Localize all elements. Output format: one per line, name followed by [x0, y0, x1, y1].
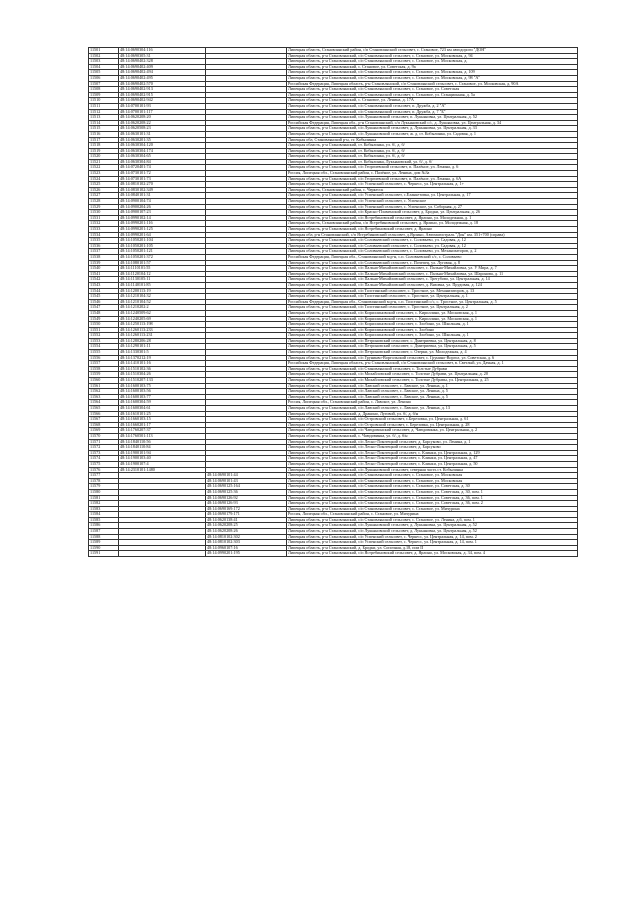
address-cell: Липецкая область, р-н Становлянский, с/п Ястребиновский сельсовет, д. Ярлино — [287, 227, 578, 233]
address-cell: Липецкая область, р-н Становлянский, с/п Становлянский сельсовет, с. Становое, ул. Московская, д. 98 "А" — [287, 75, 578, 81]
address-cell: Липецкая область, р-н Становлянский, с/п Становлянский сельсовет, с. Становое, ул. Московская, д. 109 — [287, 70, 578, 76]
building-cadastral-number-cell: 48:14:0630201:35 — [119, 137, 206, 143]
row-number-cell: 11529 — [89, 204, 119, 210]
building-cadastral-number-cell: 48:14:0690402:942 — [119, 98, 206, 104]
row-number-cell: 11564 — [89, 400, 119, 406]
row-number-cell: 11528 — [89, 199, 119, 205]
building-cadastral-number-cell: 48:14:0900104:74 — [119, 199, 206, 205]
row-number-cell: 11530 — [89, 210, 119, 216]
address-cell: Липецкая область, р-н Становлянский, с/п Становлянский сельсовет, с. Толстые Дубрави — [287, 366, 578, 372]
building-cadastral-number-cell: 48:14:1050201:105 — [119, 243, 206, 249]
building-cadastral-number-cell: 48:14:1240205:69 — [119, 316, 206, 322]
row-number-cell: 11565 — [89, 406, 119, 412]
premises-cadastral-number-cell: 48:14:0690126:92 — [206, 495, 287, 501]
building-cadastral-number-cell: 48:14:0690402:915 — [119, 92, 206, 98]
row-number-cell: 11516 — [89, 131, 119, 137]
row-number-cell: 11532 — [89, 221, 119, 227]
address-cell: Россия, Липецкая обл., Становлянский район, с. Становое, ул. Мичурина — [287, 512, 578, 518]
row-number-cell: 11580 — [89, 489, 119, 495]
building-cadastral-number-cell — [119, 551, 206, 557]
building-cadastral-number-cell: 48:14:1280206:28 — [119, 338, 206, 344]
address-cell: Липецкая область, р-н Становлянский, с/п Лукьяновский сельсовет, д. Лукьяновка, ул. Центральная, д. 52 — [287, 523, 578, 529]
premises-cadastral-number-cell: 48:14:0620208:25 — [206, 523, 287, 529]
building-cadastral-number-cell: 48:14:0690402:913 — [119, 87, 206, 93]
building-cadastral-number-cell: 48:14:0900204:26 — [119, 204, 206, 210]
row-number-cell: 11590 — [89, 545, 119, 551]
premises-cadastral-number-cell: 48:14:0690126:93 — [206, 501, 287, 507]
address-cell: Липецкая область, р-н Становлянский, с/п Соловьевский сельсовет, с. Соловьево, ул. Садовая, д. 12 — [287, 243, 578, 249]
building-cadastral-number-cell: 48:14:1240509:62 — [119, 310, 206, 316]
building-cadastral-number-cell: 48:14:0620208:20 — [119, 115, 206, 121]
building-cadastral-number-cell: 48:14:1410101:16 — [119, 361, 206, 367]
row-number-cell: 11585 — [89, 517, 119, 523]
building-cadastral-number-cell: 48:14:1250113:198 — [119, 322, 206, 328]
building-cadastral-number-cell: 48:14:0700101:93 — [119, 103, 206, 109]
premises-cadastral-number-cell: 48:14:0690125:36 — [206, 489, 287, 495]
address-cell: Липецкая обл, Становлянский р-н, ст. Кобылинка — [287, 137, 578, 143]
row-number-cell: 11575 — [89, 461, 119, 467]
building-cadastral-number-cell: 48:14:1510207:133 — [119, 378, 206, 384]
row-number-cell: 11517 — [89, 137, 119, 143]
building-cadastral-number-cell: 48:14:1290101:11 — [119, 344, 206, 350]
building-cadastral-number-cell: 48:14:1210104:32 — [119, 294, 206, 300]
row-number-cell: 11502 — [89, 53, 119, 59]
row-number-cell: 11547 — [89, 305, 119, 311]
table-row — [89, 551, 578, 557]
building-cadastral-number-cell: 48:14:1510304:26 — [119, 372, 206, 378]
row-number-cell: 11563 — [89, 394, 119, 400]
address-cell: Липецкая область, р-н Становлянский, с/п Успенский сельсовет, с. Успенское, ул. Соборная, д. 27 — [287, 204, 578, 210]
address-cell: Липецкая область, р-н Становлянский, ст. Кобылинка, ул. б/, д. б/ — [287, 148, 578, 154]
premises-cadastral-number-cell: 48:14:0620208:26 — [206, 529, 287, 535]
row-number-cell: 11566 — [89, 411, 119, 417]
address-cell: Липецкая область, р-н Становлянский, с/п Толстинский сельсовет, с. Тростное, ул. Центральная, д. 1 — [287, 294, 578, 300]
building-cadastral-number-cell: 48:14:1050201:121 — [119, 249, 206, 255]
building-cadastral-number-cell: 48:14:1610101:25 — [119, 411, 206, 417]
address-cell: Липецкая область, р-н Становлянский, с/п Грунинво-Воргольский сельсовет, с. Грунино-Воргол, ул. Советская, д. 6 — [287, 355, 578, 361]
address-cell: Липецкая область, р-н Становлянский, с/п Пальна-Михайловский сельсовет, с. Пальна-Михайловка, ул. У Мира, д. 7 — [287, 266, 578, 272]
address-cell: Россия, Липецкая обл., Становлянский район, с. Лавское, ул. Ленина — [287, 400, 578, 406]
building-cadastral-number-cell: 48:14:1600304:61 — [119, 406, 206, 412]
building-cadastral-number-cell: 48:14:0620208:22 — [119, 120, 206, 126]
row-number-cell: 11552 — [89, 333, 119, 339]
row-number-cell: 11522 — [89, 165, 119, 171]
building-cadastral-number-cell: 48:14:1660201:17 — [119, 422, 206, 428]
row-number-cell: 11554 — [89, 344, 119, 350]
row-number-cell: 11555 — [89, 350, 119, 356]
row-number-cell: 11506 — [89, 75, 119, 81]
address-cell: Липецкая область, р-н Становлянский, с/п Георгиевский сельсовет, п. Палёное, ул. Ленина, д. 6А — [287, 176, 578, 182]
address-cell: Липецкая область, р-н Становлянский, с/п Георгиевский сельсовет, п. Палёное, ул. Ленина, д. 6 — [287, 165, 578, 171]
address-cell: Липецкая область, р-н Становлянский, с/п Лавский сельсовет, с. Лавское, ул. Ленина, д. 5 — [287, 394, 578, 400]
address-cell: Липецкая область, р-н Становлянский, с/п Лукьяновский сельсовет, ж. д. ст. Кобылинка, ул. Садовая, д. 1 — [287, 131, 578, 137]
row-number-cell: 11544 — [89, 288, 119, 294]
address-cell: Липецкая область, р-н Становлянский, с/п Михайловский сельсовет, с. Толстые Дубрави, ул. Центральная, д. 20 — [287, 372, 578, 378]
row-number-cell: 11518 — [89, 143, 119, 149]
row-number-cell: 11579 — [89, 484, 119, 490]
address-cell: Липецкая область, р-н Становлянский, с/п Успенский сельсовет, с. Успенское — [287, 199, 578, 205]
address-cell: Российская Федерация, Липецкая область, р-н Становлянский, с/п Становлянский сельсовет, с. Становое, ул. Московская, д. 90А — [287, 81, 578, 87]
address-cell: Липецкая область, р-н Становлянский, с/п Красно-Пламенский сельсовет, д. Бродки, ул. Центральная, д. 26 — [287, 210, 578, 216]
row-number-cell: 11525 — [89, 182, 119, 188]
building-cadastral-number-cell: 48:14:0990201:116 — [119, 221, 206, 227]
row-number-cell: 11586 — [89, 523, 119, 529]
address-cell: Липецкая область, р-н Становлянский, с/п Становлянский сельсовет, с. Становое, ул. Советская, д. 30 — [287, 484, 578, 490]
address-cell: Липецкая область, р-н Становлянский, с/п Лукьяновский сельсовет, п. Лукьяновка, ул. Центральная, д. 52 — [287, 115, 578, 121]
address-cell: Липецкая область, р-н Становлянский, с/п Лавский сельсовет, с. Лавское, ул. Ленина, д. 13 — [287, 406, 578, 412]
row-number-cell: 11571 — [89, 439, 119, 445]
row-number-cell: 11539 — [89, 260, 119, 266]
address-cell: Липецкая область, р-н Становлянский, с/п Становлянский сельсовет, с. Становое, ул. Советская, д. 36, пом. 2 — [287, 501, 578, 507]
address-cell: Липецкая область, р-н Становлянский, с/п Становлянский сельсовет, с. Становое, ул. Московская — [287, 478, 578, 484]
premises-cadastral-number-cell: 48:14:0990201:195 — [206, 551, 287, 557]
row-number-cell: 11591 — [89, 551, 119, 557]
row-number-cell: 11543 — [89, 282, 119, 288]
address-cell: Липецкая область, р-н Становлянский, с/п Становлянский сельсовет, п. Дружба, д. 2 "А" — [287, 103, 578, 109]
building-cadastral-number-cell: 48:14:1120104:12 — [119, 271, 206, 277]
address-cell: Липецкая область, р-н Становлянский, д. Дракино, Луговой, ул. б/, д. б/н — [287, 411, 578, 417]
row-number-cell: 11501 — [89, 48, 119, 54]
address-cell: Липецкая область, р-н Становлянский, с/п Пальна-Михайловский сельсовет, д. Вязовка, ул. Прудовая, д. 124 — [287, 282, 578, 288]
row-number-cell: 11549 — [89, 316, 119, 322]
building-cadastral-number-cell: 48:14:1900101:94 — [119, 450, 206, 456]
building-cadastral-number-cell: 48:14:0690304:116 — [119, 48, 206, 54]
building-cadastral-number-cell: 48:14:1200113:19 — [119, 288, 206, 294]
row-number-cell: 11508 — [89, 87, 119, 93]
row-number-cell: 11535 — [89, 238, 119, 244]
row-number-cell: 11512 — [89, 109, 119, 115]
building-cadastral-number-cell: 48:14:0690305:31 — [119, 53, 206, 59]
row-number-cell: 11557 — [89, 361, 119, 367]
row-number-cell: 11562 — [89, 389, 119, 395]
address-cell: Липецкая область, р-н Становлянский, с/п Становлянский сельсовет, с. Становое, ул. Станционная, д. 5а — [287, 92, 578, 98]
address-cell: Липецкая область, р-н Становлянский, с/п Становлянский сельсовет, с. Становое, ул. Советская — [287, 87, 578, 93]
building-cadastral-number-cell: 48:14:0810102:270 — [119, 182, 206, 188]
row-number-cell: 11553 — [89, 338, 119, 344]
building-cadastral-number-cell: 48:14:1840110:56 — [119, 439, 206, 445]
row-number-cell: 11577 — [89, 473, 119, 479]
row-number-cell: 11550 — [89, 322, 119, 328]
row-number-cell: 11584 — [89, 512, 119, 518]
address-cell: Российская Федерация, Липецкая обл., Становлянский м.р-н, с.п. Соловьевский с/с, с. Соловьево — [287, 254, 578, 260]
row-number-cell: 11582 — [89, 501, 119, 507]
address-cell: Липецкая область, р-н Становлянский, с/п Становлянский сельсовет, с. Становое, ул. Советская, д. 30, пом. 1 — [287, 489, 578, 495]
building-cadastral-number-cell: 48:14:0730101:73 — [119, 176, 206, 182]
address-cell: Липецкая область, р-н Становлянский, с/п Становлянский сельсовет, с. Становое, ул. Ленина, д.6, пом. 1 — [287, 517, 578, 523]
building-cadastral-number-cell: 48:14:2310101:1480 — [119, 467, 206, 473]
row-number-cell: 11513 — [89, 115, 119, 121]
row-number-cell: 11537 — [89, 249, 119, 255]
row-number-cell: 11569 — [89, 428, 119, 434]
building-cadastral-number-cell: 48:14:0990201:64 — [119, 232, 206, 238]
address-cell: Липецкая область, р-н Становлянский, с/п Островский сельсовет, с. Березовка, ул. Центральная, д. 28 — [287, 422, 578, 428]
address-cell: Липецкая область, р-н Становлянский, с/п Пальна-Михайловский сельсовет, с. Пальна-Михайловка, ул. Шаронова, д. 11 — [287, 271, 578, 277]
building-cadastral-number-cell: 48:14:0840101:31 — [119, 193, 206, 199]
row-number-cell: 11545 — [89, 294, 119, 300]
row-number-cell: 11527 — [89, 193, 119, 199]
address-cell: Липецкая область, р-н Становлянский, с/п Ястребиновский сельсовет, д. Ярлино, ул. Молодежная, д. 1 — [287, 215, 578, 221]
address-cell: Липецкая область, р-н Становлянский, с/п Лукьяновский сельсовет, северная часть ст. Кобылинка — [287, 467, 578, 473]
building-cadastral-number-cell: 48:14:1600103:56 — [119, 389, 206, 395]
building-cadastral-number-cell: 48:14:0690402:409 — [119, 64, 206, 70]
address-cell: Липецкая область, р-н Становлянский, с/п Успенский сельсовет, с. Черкесс, ул. Центральная, д. 1+ — [287, 182, 578, 188]
row-number-cell: 11587 — [89, 529, 119, 535]
address-cell: Липецкая область, р-н Становлянский, с/п Михайловский сельсовет, с. Толстые Дубравы, ул. Центральная, д. 25 — [287, 378, 578, 384]
row-number-cell: 11576 — [89, 467, 119, 473]
address-cell: Липецкая область, р-н Становлянский, с/п Лукьяновский сельсовет, д. Лукьяновка, ул. Центральная, д. 33 — [287, 126, 578, 132]
address-cell: Липецкая область, р-н Становлянский, с/п Лесно-Локотецкий сельсовет, с. Клинки, ул. Центральная, д. 50 — [287, 461, 578, 467]
address-cell: Липецкая область, р-н Становлянский, с/п Становлянский сельсовет, с. Становое, ул. Московская, д. 94 — [287, 53, 578, 59]
address-cell: Липецкая область, р-н Становлянский, с. Становое, ул. Советская, д. 9а — [287, 64, 578, 70]
address-cell: Липецкая область, р-н Становлянский, с/п Петриновский сельсовет, с. Дмитриевка, ул. Центральная, д. 8 — [287, 338, 578, 344]
building-cadastral-number-cell: 48:14:0630304:65 — [119, 154, 206, 160]
premises-cadastral-number-cell: 48:14:0810102:303 — [206, 540, 287, 546]
row-number-cell: 11511 — [89, 103, 119, 109]
building-cadastral-number-cell: 48:14:1660103:15 — [119, 417, 206, 423]
row-number-cell: 11573 — [89, 450, 119, 456]
premises-cadastral-number-cell: 48:14:0690101:44 — [206, 473, 287, 479]
building-cadastral-number-cell: 48:14:0620508:23 — [119, 126, 206, 132]
row-number-cell: 11521 — [89, 159, 119, 165]
row-number-cell: 11583 — [89, 506, 119, 512]
address-cell: Липецкая область, р-н Становлянский, с/п Становлянский сельсовет, с. Становое, ул. Мичурина — [287, 506, 578, 512]
address-cell: Липецкая область, р-н Становлянский, с. Чаюдовинка, ул. б/, д. б/н — [287, 433, 578, 439]
row-number-cell: 11560 — [89, 378, 119, 384]
address-cell: Липецкая область, р-н Становлянский, с. Становое, ул. Ленина, д. 17А — [287, 98, 578, 104]
building-cadastral-number-cell: 48:14:0690402:495 — [119, 75, 206, 81]
address-cell: Липецкая область, Становлянский район, с/п Становлянский сельсовет, с. Становое, 723 км автодороги "ДОН" — [287, 48, 578, 54]
building-cadastral-number-cell: 48:14:0690402:494 — [119, 70, 206, 76]
building-cadastral-number-cell: 48:14:1110101:55 — [119, 266, 206, 272]
building-cadastral-number-cell: 48:14:1370212:19 — [119, 355, 206, 361]
address-cell: Липецкая область, р-н Становлянский, с/п Лавский сельсовет, с. Лавское, ул. Ленина, д. 1 — [287, 383, 578, 389]
address-cell: Липецкая область, р-н Становлянский, с/п Кириллиновский сельсовет, с. Кириллино, ул. Московская, д. 1 — [287, 310, 578, 316]
building-cadastral-number-cell: 48:14:1510102:36 — [119, 366, 206, 372]
building-cadastral-number-cell: 48:14:1760207:37 — [119, 428, 206, 434]
row-number-cell: 11540 — [89, 266, 119, 272]
address-cell: Липецкая область, р-н Становлянский, с/п Петриновский сельсовет, с. Озерки, ул. Молодежная, д. 4 — [287, 350, 578, 356]
address-cell: Липецкая область, р-н Становлянский, с/п Лесно-Локотецкий сельсовет, с. Клинки, ул. Центральная, д. 47 — [287, 456, 578, 462]
address-cell: Липецкая область, р-н Становлянский, с/п Успенский сельсовет, с.Еланкетовка, ул. Центральная, д. 17 — [287, 193, 578, 199]
row-number-cell: 11551 — [89, 327, 119, 333]
row-number-cell: 11534 — [89, 232, 119, 238]
row-number-cell: 11531 — [89, 215, 119, 221]
row-number-cell: 11548 — [89, 310, 119, 316]
address-cell: Липецкая область, Становлянский район, с/п Ястребиновский сельсовет, д. Ярлино, ул. Молодежная, д. 18 — [287, 221, 578, 227]
row-number-cell: 11589 — [89, 540, 119, 546]
address-cell: Липецкая область, р-н Становлянский, с/п Становлянский сельсовет, с. Становое, ул. Московская — [287, 473, 578, 479]
building-cadastral-number-cell: 48:14:1760501:113 — [119, 433, 206, 439]
building-cadastral-number-cell: 48:14:0730101:72 — [119, 171, 206, 177]
premises-cadastral-number-cell: 48:14:0690101:43 — [206, 478, 287, 484]
address-cell: Липецкая область, р-н Становлянский, с/п Петриновский сельсовет, с. Дмитриевка, ул. Центральная, д. 5 — [287, 344, 578, 350]
row-number-cell: 11572 — [89, 445, 119, 451]
address-cell: Липецкая обл, р-н Становлянский, с/п Ястребиновский сельсовет, д.Ярлино, Автомагистраль "Дон" км. 351+700 (справа) — [287, 232, 578, 238]
premises-cadastral-number-cell: 48:14:0960107:16 — [206, 545, 287, 551]
row-number-cell: 11538 — [89, 254, 119, 260]
row-number-cell: 11523 — [89, 171, 119, 177]
row-number-cell: 11503 — [89, 59, 119, 65]
premises-cadastral-number-cell: 48:14:0810102:302 — [206, 534, 287, 540]
address-cell: Липецкая область, Становлянский район, с. Черкесск — [287, 187, 578, 193]
building-cadastral-number-cell: 48:14:1260113:231 — [119, 333, 206, 339]
building-cadastral-number-cell: 48:14:0630304:174 — [119, 148, 206, 154]
address-cell: Липецкая область, р-н Становлянский, с/п Кириллиновский сельсовет, с. Злобино, ул. Школьная, д. 1 — [287, 322, 578, 328]
building-cadastral-number-cell: 48:14:0990201:125 — [119, 227, 206, 233]
building-cadastral-number-cell: 48:14:1210104:52 — [119, 299, 206, 305]
building-cadastral-number-cell: 48:14:0630101:31 — [119, 131, 206, 137]
building-cadastral-number-cell: 48:14:1080101:57 — [119, 260, 206, 266]
row-number-cell: 11524 — [89, 176, 119, 182]
row-number-cell: 11520 — [89, 154, 119, 160]
building-cadastral-number-cell: 48:14:1330301:5 — [119, 350, 206, 356]
address-cell: Липецкая область, р-н Становлянский, с/п Толстинский сельсовет, с. Тростное, ул. Центральная, д. 2 — [287, 305, 578, 311]
row-number-cell: 11526 — [89, 187, 119, 193]
address-cell: Липецкая область, р-н Становлянский, с/п Успенский сельсовет, с. Черкесс, ул. Центральная, д. 14, пом. 2 — [287, 534, 578, 540]
registry-table — [88, 47, 578, 557]
address-cell: Липецкая область, р-н Становлянский, с/п Успенский сельсовет, с. Черкесс, ул. Центральная, д. 14, пом. 1 — [287, 540, 578, 546]
address-cell: Российская Федерация, Липецкая обл., р-н Становлянский, с/п Лукьяновский с/с, д. Лукьяновка, ул. Центральная, д. 34 — [287, 120, 578, 126]
row-number-cell: 11536 — [89, 243, 119, 249]
building-cadastral-number-cell: 48:14:0990102:14 — [119, 215, 206, 221]
building-cadastral-number-cell: 48:14:0830102:349 — [119, 187, 206, 193]
address-cell: Липецкая область, р-н Становлянский, с/п Становлянский сельсовет, п. Дружба, д. 7 "Б" — [287, 109, 578, 115]
building-cadastral-number-cell: 48:14:1600103:75 — [119, 383, 206, 389]
row-number-cell: 11541 — [89, 271, 119, 277]
registry-table-body — [89, 48, 578, 557]
row-number-cell: 11588 — [89, 534, 119, 540]
address-cell: Липецкая область, р-н Становлянский, с/п Становлянский сельсовет, с. Становое, ул. Московская, д. — [287, 59, 578, 65]
address-cell: Липецкая область, р-н Становлянский, с/п Лесно-Локотецкий сельсовет, д. Барсуково — [287, 445, 578, 451]
address-cell: Липецкая область, р-н Становлянский, с/п Лавский сельсовет, с. Лавское, ул. Ленина, д. 5 — [287, 389, 578, 395]
building-cadastral-number-cell: 48:14:1600103:77 — [119, 394, 206, 400]
row-number-cell: 11578 — [89, 478, 119, 484]
address-cell: Липецкая область, р-н Становлянский, с/п Толстинский сельсовет, с. Тростное, ул. Механизаторов, д. 13 — [287, 288, 578, 294]
building-cadastral-number-cell: 48:14:0690402:570 — [119, 81, 206, 87]
address-cell: Липецкая область, р-н Становлянский, д. Бродки, ул. Сопочная, д.18, пом II — [287, 545, 578, 551]
building-cadastral-number-cell: 48:14:1900107:4 — [119, 461, 206, 467]
row-number-cell: 11515 — [89, 126, 119, 132]
address-cell: Липецкая область, р-н Становлянский, с/п Пальна-Михайловский сельсовет, с. Трегубово, ул. Центральная, д. 14 — [287, 277, 578, 283]
row-number-cell: 11574 — [89, 456, 119, 462]
row-number-cell: 11542 — [89, 277, 119, 283]
building-cadastral-number-cell: 48:14:1840110:84 — [119, 445, 206, 451]
building-cadastral-number-cell: 48:14:0690402:328 — [119, 59, 206, 65]
row-number-cell: 11504 — [89, 64, 119, 70]
row-number-cell: 11559 — [89, 372, 119, 378]
row-number-cell: 11570 — [89, 433, 119, 439]
premises-cadastral-number-cell: 48:14:0690169:172 — [206, 506, 287, 512]
address-cell: Липецкая область, р-н Становлянский, с/п Соловьевский сельсовет, с. Почепец, ул. Луговая, д. 8 — [287, 260, 578, 266]
address-cell: Липецкая область, р-н Становлянский, с/п Кириллиновский сельсовет, с. Злобино, ул. Школьная, д. 1 — [287, 333, 578, 339]
address-cell: Липецкая область, р-н Становлянский, с/п Соловьевский сельсовет, с. Соловьево, ул. Садовая, д. 12 — [287, 238, 578, 244]
address-cell: Российская Федерация, Липецкая обл., Становлянский м.р-н, с.п. Толстинский с/с, с. Тростное, ул. Центральная, д. 5 — [287, 299, 578, 305]
building-cadastral-number-cell: 48:14:0900107:23 — [119, 210, 206, 216]
premises-cadastral-number-cell: 48:14:0620138:41 — [206, 517, 287, 523]
address-cell: Россия, Липецкая обл., Становлянский район, с. Палёное, ул. Ленина, дом №3а — [287, 171, 578, 177]
row-number-cell: 11581 — [89, 495, 119, 501]
row-number-cell: 11568 — [89, 422, 119, 428]
building-cadastral-number-cell: 48:14:1050201:104 — [119, 238, 206, 244]
address-cell: Липецкая область, р-н Становлянский, ст. Кобылинка, ул. б/, д. б/ — [287, 154, 578, 160]
address-cell: Липецкая область, р-н Становлянский, с/п Соловьевский сельсовет, с. Соловьево, ул. Механизаторов, д. 2 — [287, 249, 578, 255]
building-cadastral-number-cell: 48:14:1050201:372 — [119, 254, 206, 260]
premises-cadastral-number-cell: 48:14:0690125:164 — [206, 484, 287, 490]
building-cadastral-number-cell: 48:14:1900103:40 — [119, 456, 206, 462]
building-cadastral-number-cell: 48:14:1130105:11 — [119, 277, 206, 283]
row-number-cell: 11558 — [89, 366, 119, 372]
building-cadastral-number-cell: 48:14:1260113:233 — [119, 327, 206, 333]
address-cell: Липецкая область, р-н Становлянский, ст. Кобылинка, Лукьяновский, ул. б/, д. б/ — [287, 159, 578, 165]
address-cell: Липецкая область, р-н Становлянский, с/п Ястребиновский сельсовет, д. Ярлино, ул. Московская, д. 34, пом. 4 — [287, 551, 578, 557]
building-cadastral-number-cell: 48:14:1140101:85 — [119, 282, 206, 288]
row-number-cell: 11507 — [89, 81, 119, 87]
address-cell: Липецкая область, р-н Становлянский, ст. Кобылинка, ул. б/, д. б/ — [287, 143, 578, 149]
row-number-cell: 11533 — [89, 227, 119, 233]
building-cadastral-number-cell: 48:14:0630304:84 — [119, 159, 206, 165]
row-number-cell: 11509 — [89, 92, 119, 98]
building-cadastral-number-cell: 48:14:0630304:120 — [119, 143, 206, 149]
row-number-cell: 11510 — [89, 98, 119, 104]
row-number-cell: 11505 — [89, 70, 119, 76]
address-cell: Липецкая область, р-н Становлянский, с/п Становлянский сельсовет, с. Становое, ул. Советская, д. 36, пом. 1 — [287, 495, 578, 501]
row-number-cell: 11561 — [89, 383, 119, 389]
building-cadastral-number-cell: 48:14:1600304:59 — [119, 400, 206, 406]
address-cell: Липецкая область, р-н Становлянский, с/п Чаюдовинский сельсовет, д. Чаюдовинка, ул. Центральная, д. 2 — [287, 428, 578, 434]
address-cell: Липецкая область, р-н Становлянский, с/п Лукьяновский сельсовет, д. Лукьяновка, ул. Центральная, д. 52 — [287, 529, 578, 535]
building-cadastral-number-cell: 48:14:0700101:117 — [119, 109, 206, 115]
building-cadastral-number-cell: 48:14:0720401:74 — [119, 165, 206, 171]
row-number-cell: 11556 — [89, 355, 119, 361]
address-cell: Липецкая область, р-н Становлянский, с/п Кириллиновский сельсовет, с. Кириллино, ул. Московская, д. 1 — [287, 316, 578, 322]
address-cell: Липецкая область, р-н Становлянский, с/п Кириллиновский сельсовет, с. Злобино — [287, 327, 578, 333]
row-number-cell: 11519 — [89, 148, 119, 154]
row-number-cell: 11546 — [89, 299, 119, 305]
row-number-cell: 11567 — [89, 417, 119, 423]
address-cell: Липецкая область, р-н Становлянский, с/п Островский сельсовет, с.Березовка, ул. Центральная, д. 61 — [287, 417, 578, 423]
building-cadastral-number-cell: 48:14:1210202:2 — [119, 305, 206, 311]
premises-cadastral-number-cell: 48:14:0690179:171 — [206, 512, 287, 518]
address-cell: Российская Федерация, Липецкая область, р-н Становлянский, с/п Становлянский сельсовет, в. Светлый, ул. Дачная, д. 1 — [287, 361, 578, 367]
address-cell: Липецкая область, р-н Становлянский, с/п Лесно-Локотецкий сельсовет, д. Барсуково, ул. Ленина, д. 1 — [287, 439, 578, 445]
address-cell: Липецкая область, р-н Становлянский, с/п Лесно-Локотецкий сельсовет, с. Клинки, ул. Центральная, д. 129 — [287, 450, 578, 456]
row-number-cell: 11514 — [89, 120, 119, 126]
